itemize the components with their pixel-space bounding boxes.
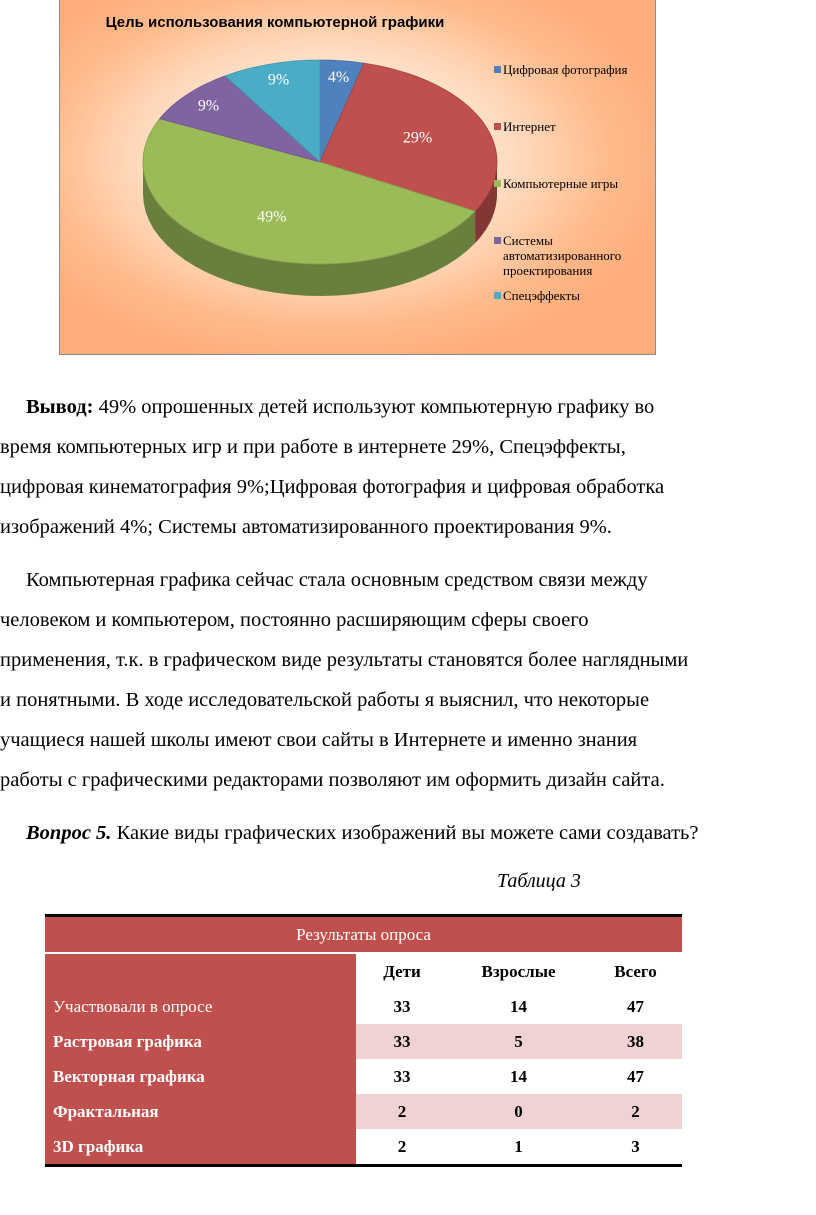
table-cell: 47 bbox=[627, 1066, 645, 1086]
legend-swatch bbox=[494, 237, 501, 244]
table-row bbox=[45, 1094, 682, 1129]
pie-data-label: 9% bbox=[267, 71, 290, 89]
pie-data-label: 9% bbox=[197, 97, 220, 115]
table-cell: 14 bbox=[510, 1066, 527, 1086]
table-row-label: Участвовали в опросе bbox=[45, 989, 356, 1024]
pie-chart bbox=[59, 0, 656, 355]
table-cell: 38 bbox=[589, 1024, 682, 1059]
table-cell: 5 bbox=[448, 1024, 589, 1059]
body-line: работы с графическими редакторами позволяют им оформить дизайн сайта. bbox=[0, 769, 665, 791]
conclusion-line: цифровая кинематография 9%;Цифровая фотография и цифровая обработка bbox=[0, 476, 665, 498]
pie-data-label: 49% bbox=[257, 208, 287, 226]
legend-label: Компьютерные игры bbox=[503, 176, 619, 191]
body-line: учащиеся нашей школы имеют свои сайты в Интернете и именно знания bbox=[0, 729, 638, 751]
pie-data-label: 4% bbox=[327, 69, 350, 86]
table-corner-cell bbox=[45, 953, 356, 989]
chart-title: Цель использования компьютерной графики bbox=[105, 14, 445, 31]
table-row bbox=[45, 1129, 682, 1166]
question-text: Какие виды графических изображений вы можете сами создавать? bbox=[111, 822, 699, 844]
table-cell: 2 bbox=[356, 1094, 448, 1129]
conclusion-line: изображений 4%; Системы автоматизированного проектирования 9%. bbox=[0, 516, 612, 538]
table-cell: 3 bbox=[589, 1129, 682, 1166]
table-row-label: Фрактальная bbox=[45, 1094, 356, 1129]
table-row bbox=[45, 1024, 682, 1059]
table-cell: 0 bbox=[448, 1094, 589, 1129]
question-label: Вопрос 5. bbox=[26, 822, 112, 844]
legend-swatch bbox=[494, 123, 501, 130]
table-cell: 2 bbox=[589, 1094, 682, 1129]
table-cell: 33 bbox=[393, 1066, 411, 1086]
legend-label: Интернет bbox=[503, 119, 556, 134]
table-row-label: Векторная графика bbox=[45, 1059, 356, 1094]
table-cell: 1 bbox=[448, 1129, 589, 1166]
legend-label: Цифровая фотография bbox=[503, 62, 628, 77]
table-cell: 2 bbox=[356, 1129, 448, 1166]
table-cell: 33 bbox=[356, 1024, 448, 1059]
body-line: Компьютерная графика сейчас стала основным средством связи между bbox=[26, 569, 648, 591]
legend-swatch bbox=[494, 66, 501, 73]
body-line: и понятными. В ходе исследовательской работы я выяснил, что некоторые bbox=[0, 689, 650, 711]
table-caption: Таблица 3 bbox=[497, 870, 581, 892]
table-column-header: Дети bbox=[356, 953, 448, 989]
table-row-label: Растровая графика bbox=[45, 1024, 356, 1059]
table-title: Результаты опроса bbox=[45, 916, 682, 954]
table-row-label: 3D графика bbox=[45, 1129, 356, 1166]
body-line: применения, т.к. в графическом виде результаты становятся более наглядными bbox=[0, 649, 689, 671]
pie-data-label: 29% bbox=[402, 129, 433, 147]
conclusion-line: 49% опрошенных детей используют компьютерную графику во bbox=[93, 396, 655, 418]
body-line: человеком и компьютером, постоянно расширяющим сферы своего bbox=[0, 609, 589, 631]
legend-swatch bbox=[494, 292, 501, 299]
table-cell: 14 bbox=[510, 996, 527, 1016]
legend-label: Системы автоматизированного проектирования bbox=[503, 233, 622, 278]
table-column-header: Всего bbox=[589, 953, 682, 989]
question-paragraph bbox=[0, 813, 816, 853]
table-cell: 47 bbox=[627, 996, 645, 1016]
legend-swatch bbox=[494, 180, 501, 187]
conclusion-line: время компьютерных игр и при работе в интернете 29%, Спецэффекты, bbox=[0, 436, 626, 458]
body-paragraph bbox=[0, 560, 816, 800]
legend-label: Спецэффекты bbox=[503, 288, 580, 303]
table-cell: 33 bbox=[393, 996, 411, 1016]
results-table bbox=[45, 914, 682, 1167]
table-row bbox=[45, 1059, 682, 1094]
table-column-header: Взрослые bbox=[448, 953, 589, 989]
table-row bbox=[45, 989, 682, 1024]
conclusion-paragraph bbox=[0, 387, 816, 547]
conclusion-label: Вывод: bbox=[26, 396, 94, 418]
